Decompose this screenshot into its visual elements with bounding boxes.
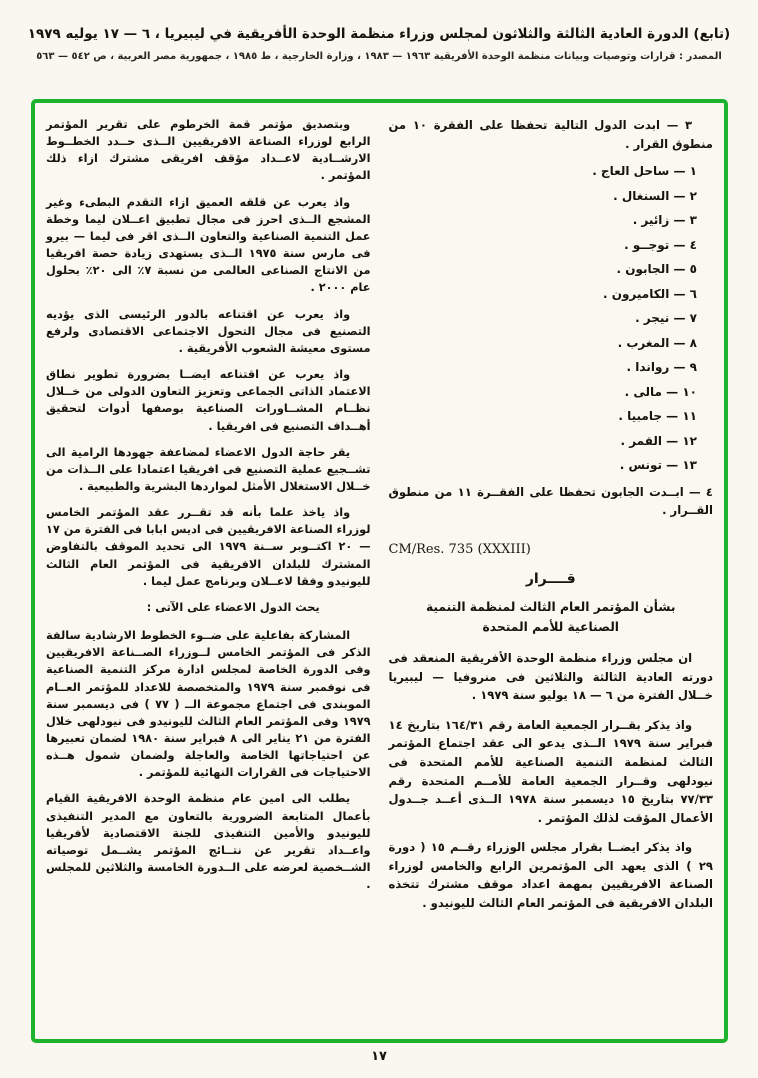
resolution-paragraph: ان مجلس وزراء منظمة الوحدة الأفريقية المنعقد فى دورته العادية الثالثة والثلاثين فى منروفيا — ليبيريا خــلال الفترة من ٦ — ١٨ يوليو سنة ١٩٧٩ . [388, 651, 713, 703]
gabon-reservation-note: ٤ — ابــدت الجابون تحفظا على الفقــرة ١١ من منطوق القــرار . [388, 484, 713, 518]
source-citation: المصدر : قرارات وتوصيات وبيانات منظمة الوحدة الأفريقية ١٩٦٣ — ١٩٨٣ ، وزارة الخارجية ، ط ١٩٨٥ ، جمهورية مصر العربية ، ص ٥٤٢ — ٥٦٣ [36, 51, 722, 62]
resolution-paragraph: واذ يذكر ايضــا بقرار مجلس الوزراء رقــم ١٥ ( دورة ٢٩ ) الذى يعهد الى المؤتمرين الرابع والخامس لوزراء الصناعة الافريقيين بمهمة اعداد موقف مشترك تتخذه البلدان الافريقية فى المؤتمر العام الثالث لليونيدو . [388, 840, 713, 910]
country-item: ٦ — الكاميرون . [602, 286, 697, 301]
body-paragraph: واذ يعرب عن قلقه العميق ازاء التقدم البطىء وغير المشجع الــذى احرز فى مجال تطبيق اعــلان ليما وخطة عمل التنمية الصناعية والتعاون الــذى اقر فى ليما — بيرو فى مارس سنة ١٩٧٥ الــذى يستهدى زيادة حصة افريقيا من الانتاج الصناعى العالمى من نسبة ٧٪ الى ٢٠٪ بحلول عام ٢٠٠٠ . [46, 195, 371, 295]
reservation-intro: ٣ — ابدت الدول التالية تحفظا على الفقرة ١٠ من منطوق القرار . [388, 118, 713, 151]
country-item: ٥ — الجابون . [616, 262, 697, 277]
body-paragraph: وبتصديق مؤتمر قمة الخرطوم على تقرير المؤتمر الرابع لوزراء الصناعة الافريقيين الــذى حــدد الخطــوط الارشــادية لاعــداد مؤقف افريقى مشترك ازاء ذلك المؤتمر . [46, 118, 371, 183]
session-title: (تابع) الدورة العادية الثالثة والثلاثون لمجلس وزراء منظمة الوحدة الأفريقية في ليبيريا ، ٦ — ١٧ يوليه ١٩٧٩ [27, 26, 731, 42]
page-header [0, 0, 758, 62]
country-item: ١٣ — تونس . [619, 458, 697, 473]
resolution-reference: CM/Res. 735 (XXXIII) [388, 541, 531, 557]
country-item: ٨ — المغرب . [617, 335, 697, 350]
resolution-subtitle-line1: بشأن المؤتمر العام الثالث لمنظمة التنمية [425, 599, 676, 614]
resolution-subtitle-line2: الصناعية للأمم المتحدة [482, 619, 620, 634]
left-column [46, 116, 371, 1026]
country-list [389, 164, 714, 472]
body-paragraph: واذ ياخذ علما بأنه قد تقــرر عقد المؤتمر الخامس لوزراء الصناعة الافريقيين فى اديس ابابا فى الفترة من ١٧ — ٢٠ اكتــوبر ســنة ١٩٧٩ الى تحديد الموقف بالتفاوض المشترك للبلدان الافريقية فى المؤتمر العام الثالث لليونيدو وفقا لاعــلان وبرنامج عمل ليما . [46, 506, 371, 588]
resolution-paragraph: واذ يذكر بقــرار الجمعية العامة رقم ١٦٤/٣١ بتاريخ ١٤ فبراير سنة ١٩٧٩ الــذى يدعو الى عقد اجتماع المؤتمر الثالث لمنظمة التنمية الصناعية للأمم المتحدة فى نيودلهى وقــرار الجمعية العامة للأمــم المتحدة رقم ٧٧/٣٣ بتاريخ ١٥ ديسمبر سنة ١٩٧٨ الــذى أعــد جــدول الأعمال المؤقت لذلك المؤتمر . [388, 717, 713, 825]
country-item: ٤ — توجــو . [624, 237, 697, 252]
two-column-layout [46, 116, 713, 1026]
country-item: ١ — ساحل العاج . [592, 164, 697, 179]
page-number: ١٧ [371, 1049, 387, 1064]
country-item: ٢ — السنغال . [613, 188, 697, 203]
body-paragraph: يقر حاجة الدول الاعضاء لمضاعفة جهودها الرامية الى تشــجيع عملية التصنيع فى افريقيا اعتمادا على الــذات من خــلال الاستغلال الأمثل لمواردها البشرية والطبيعية . [46, 445, 371, 493]
urges-lead-in: يحث الدول الاعضاء على الآتى : [146, 600, 320, 614]
country-item: ١١ — جامبيا . [618, 409, 697, 424]
country-item: ١٠ — مالى . [624, 384, 697, 399]
resolution-title: قــــرار [525, 570, 576, 587]
right-column [389, 116, 714, 1026]
body-paragraph: المشاركة بفاعلية على ضــوء الخطوط الارشادية سالفة الذكر فى المؤتمر الخامس لــوزراء الصــناعة الافريقيين وفى الدورة الخاصة لمجلس ادارة مركز التنمية الصناعية فى نوفمبر سنة ١٩٧٩ والمتخصصة للاعداد للمؤتمر العــام الموبندى فى اجتماع مجموعة الــ ( ٧٧ ) فى ديسمبر سنة ١٩٧٩ وفى المؤتمر العام الثالث لليونيدو فى نيودلهى خلال الفترة من ٢١ يناير الى ٨ فبراير سنة ١٩٨٠ لضمان تعبيرها عن احتياجاتها الخاصة والعاجلة ولضمان شمول هــذه الاحتياجات فى القرارات النهائية للمؤتمر . [46, 629, 371, 780]
country-item: ٣ — زائير . [632, 213, 697, 228]
body-paragraph: واذ يعرب عن اقتناعه ايضــا بضرورة تطوير نطاق الاعتماد الذاتى الجماعى وتعزيز التعاون الدولى من خــلال نظــام المشــاورات الصناعية بوصفها أدوات لتحقيق أهــداف التصنيع فى افريقيا . [46, 368, 371, 433]
body-paragraph: واذ يعرب عن اقتناعه بالدور الرئيسى الذى يؤديه التصنيع فى مجال التحول الاجتماعى الاقتصادى ولرفع مستوى معيشة الشعوب الأفريقية . [46, 307, 371, 355]
country-item: ٧ — نيجر . [635, 311, 697, 326]
country-item: ١٢ — القمر . [620, 433, 697, 448]
body-paragraph: يطلب الى امين عام منظمة الوحدة الافريقية القيام بأعمال المتابعة الضرورية بالتعاون مع المدير التنفيذى لليونيدو والأمين التنفيذى للجنة الاقتصادية لأفريقيا واعــداد تقرير عن نتــائج المؤتمر يشــمل توصياته الشــخصية لعرضه على الــدورة الخامسة والثلاثين للمجلس . [46, 792, 371, 892]
content-frame [31, 99, 728, 1043]
country-item: ٩ — رواندا . [626, 360, 697, 375]
